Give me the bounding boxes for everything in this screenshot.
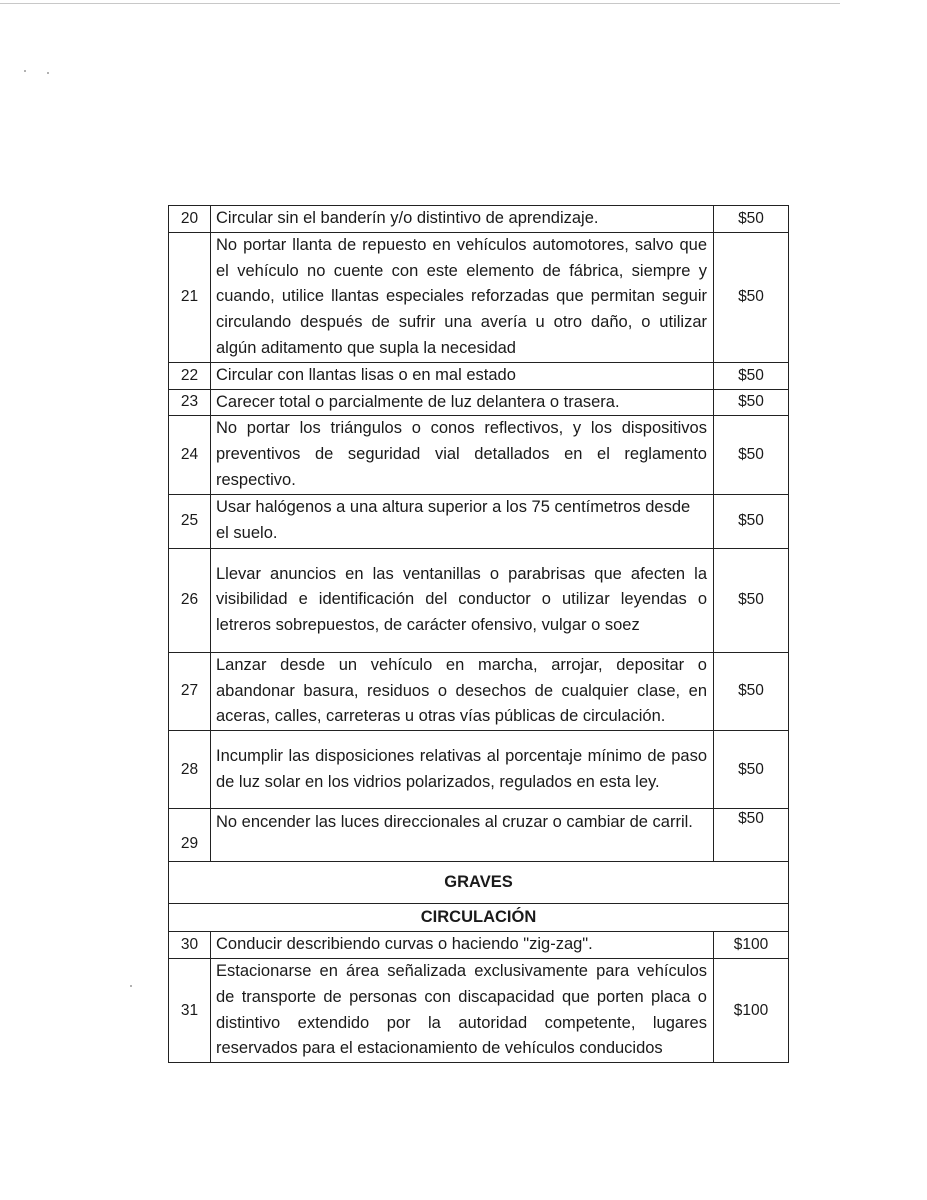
infraction-description: Conducir describiendo curvas o haciendo "zig-zag".: [211, 932, 714, 959]
infraction-number: 22: [169, 362, 211, 389]
infraction-number: 29: [169, 809, 211, 862]
table-row: [169, 389, 789, 416]
fine-amount: $50: [714, 731, 789, 809]
table-row: [169, 652, 789, 730]
scan-speck: [24, 70, 26, 72]
infraction-description: Circular con llantas lisas o en mal estado: [211, 362, 714, 389]
infraction-description: Estacionarse en área señalizada exclusivamente para vehículos de transporte de personas con discapacidad que porten placa o distintivo extendido por la autoridad competente, lugares reservados para el estacionamiento de vehículos conducidos: [211, 958, 714, 1062]
infraction-number: 25: [169, 494, 211, 548]
infraction-description: Carecer total o parcialmente de luz delantera o trasera.: [211, 389, 714, 416]
infraction-number: 20: [169, 206, 211, 233]
infraction-number: 21: [169, 232, 211, 362]
scan-speck: [47, 72, 49, 74]
infraction-description: Llevar anuncios en las ventanillas o parabrisas que afecten la visibilidad e identificación del conductor o utilizar leyendas o letreros sobrepuestos, de carácter ofensivo, vulgar o soez: [211, 548, 714, 652]
infraction-number: 24: [169, 416, 211, 494]
fine-amount: $100: [714, 958, 789, 1062]
infraction-description: Lanzar desde un vehículo en marcha, arrojar, depositar o abandonar basura, residuos o desechos de cualquier clase, en aceras, calles, carreteras u otras vías públicas de circulación.: [211, 652, 714, 730]
table-row: [169, 206, 789, 233]
fine-amount: $100: [714, 932, 789, 959]
infraction-number: 28: [169, 731, 211, 809]
infraction-number: 23: [169, 389, 211, 416]
table-row: [169, 494, 789, 548]
table-row: [169, 362, 789, 389]
fine-amount: $50: [714, 416, 789, 494]
table-row: [169, 809, 789, 862]
section-title-circulacion: CIRCULACIÓN: [169, 904, 789, 932]
scan-speck: [130, 985, 132, 987]
section-title-graves: GRAVES: [169, 862, 789, 904]
infraction-description: No encender las luces direccionales al cruzar o cambiar de carril.: [211, 809, 714, 862]
fine-amount: $50: [714, 389, 789, 416]
section-header-row: [169, 904, 789, 932]
fine-amount: $50: [714, 206, 789, 233]
fine-amount: $50: [714, 362, 789, 389]
table-row: [169, 548, 789, 652]
fine-amount: $50: [714, 809, 789, 862]
table-row: [169, 932, 789, 959]
infraction-description: Incumplir las disposiciones relativas al porcentaje mínimo de paso de luz solar en los vidrios polarizados, regulados en esta ley.: [211, 731, 714, 809]
table-row: [169, 958, 789, 1062]
section-header-row: [169, 862, 789, 904]
table-row: [169, 731, 789, 809]
fine-amount: $50: [714, 232, 789, 362]
fines-table: [168, 205, 789, 1063]
infraction-description: Circular sin el banderín y/o distintivo de aprendizaje.: [211, 206, 714, 233]
infraction-number: 30: [169, 932, 211, 959]
infraction-description: No portar llanta de repuesto en vehículos automotores, salvo que el vehículo no cuente con este elemento de fábrica, siempre y cuando, utilice llantas especiales reforzadas que permitan seguir circulando después de sufrir una avería u otro daño, o utilizar algún aditamento que supla la necesidad: [211, 232, 714, 362]
infraction-description: Usar halógenos a una altura superior a los 75 centímetros desde el suelo.: [211, 494, 714, 548]
table-row: [169, 416, 789, 494]
table-row: [169, 232, 789, 362]
infraction-number: 26: [169, 548, 211, 652]
infraction-number: 27: [169, 652, 211, 730]
fine-amount: $50: [714, 548, 789, 652]
scan-top-edge: [0, 3, 840, 4]
infraction-description: No portar los triángulos o conos reflectivos, y los dispositivos preventivos de seguridad vial detallados en el reglamento respectivo.: [211, 416, 714, 494]
fine-amount: $50: [714, 652, 789, 730]
infraction-number: 31: [169, 958, 211, 1062]
fine-amount: $50: [714, 494, 789, 548]
